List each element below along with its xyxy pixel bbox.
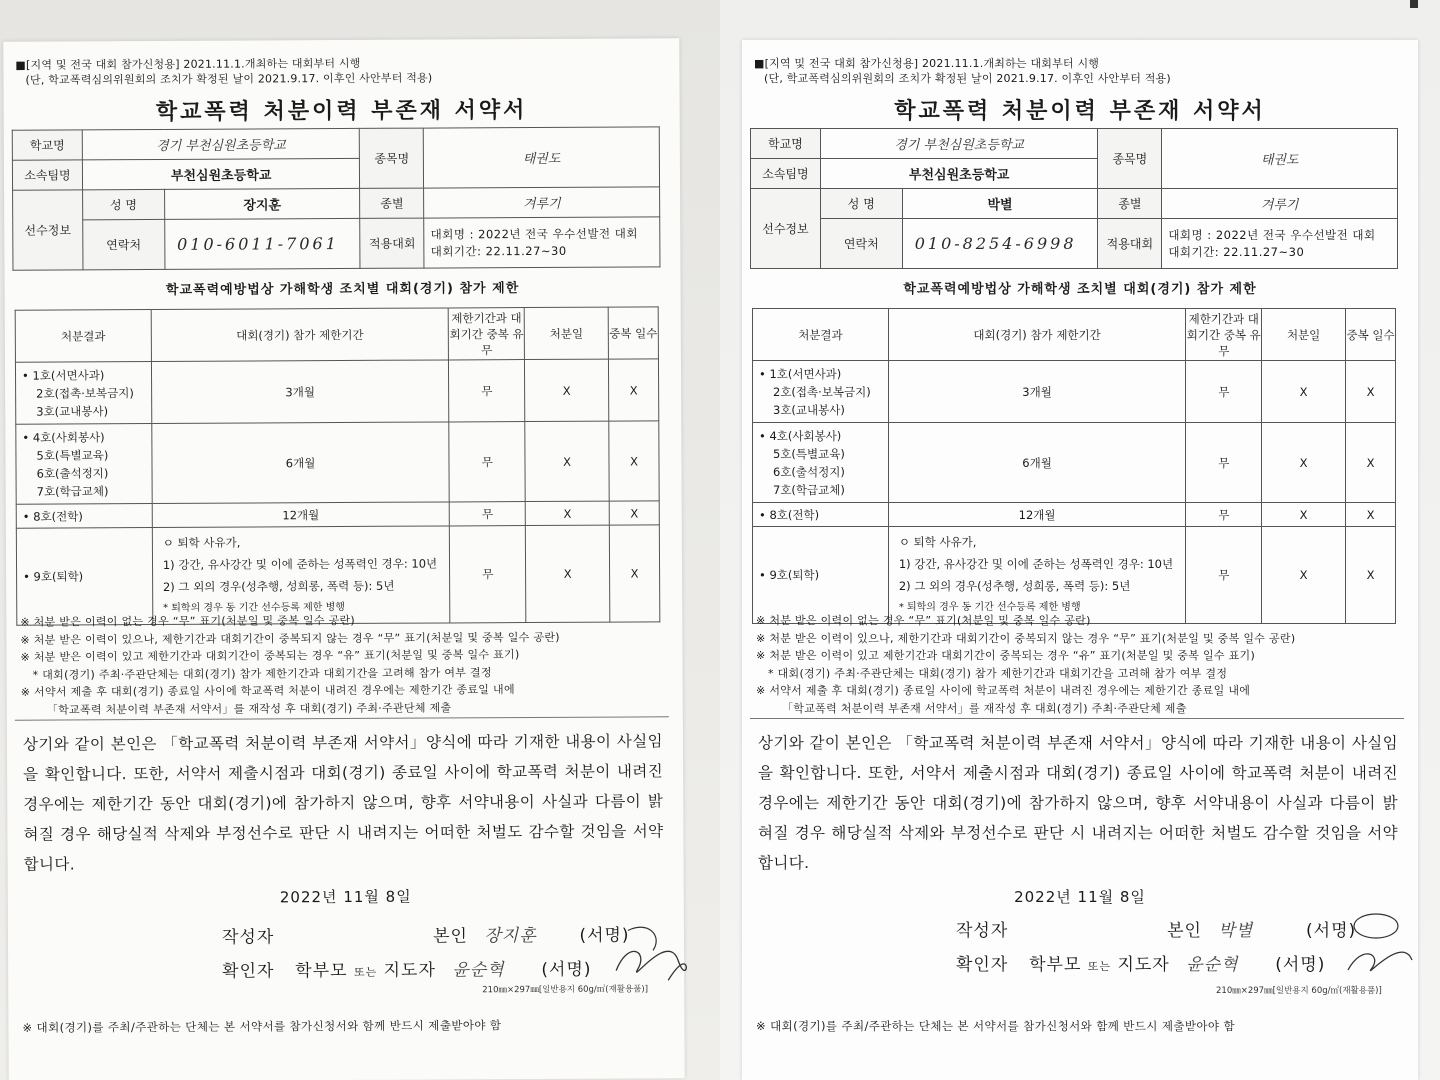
period-cell: 6개월 bbox=[152, 422, 450, 504]
result-cell: • 8호(전학) bbox=[16, 504, 152, 529]
self-label: 본인 bbox=[1167, 921, 1202, 941]
writer-label: 작성자 bbox=[221, 927, 275, 948]
date-cell: X bbox=[526, 525, 610, 622]
note-line: 「학교폭력 처분이력 부존재 서약서」를 재작성 후 대회(경기) 주최·주관단체 제출 bbox=[782, 701, 1187, 715]
period-detail-line: ㅇ 퇴학 사유가, bbox=[162, 535, 241, 550]
pledge-date: 2022년 11월 8일 bbox=[279, 887, 412, 907]
note-line: ※ 처분 받은 이력이 있으나, 제한기간과 대회기간이 중복되지 않는 경우 “무” 표기(처분일 및 중복 일수 공란) bbox=[756, 631, 1296, 645]
writer-signature-row bbox=[956, 916, 1356, 941]
col-result: 처분결과 bbox=[15, 310, 151, 363]
name-value: 박별 bbox=[902, 189, 1098, 219]
col-days: 중복 일수 bbox=[608, 307, 658, 359]
date-cell: X bbox=[1262, 503, 1346, 527]
team-label: 소속팀명 bbox=[12, 160, 82, 190]
note-line: * 대회(경기) 주최·주관단체는 대회(경기) 참가 제한기간과 대회기간을 고려해 참가 여부 결정 bbox=[768, 666, 1228, 680]
table-row bbox=[16, 421, 659, 504]
period-detail-line: 1) 강간, 유사강간 및 이에 준하는 성폭력인 경우: 10년 bbox=[898, 557, 1174, 571]
days-cell: X bbox=[1346, 503, 1396, 527]
player-info-table bbox=[750, 128, 1398, 269]
col-date: 처분일 bbox=[1262, 309, 1346, 361]
competition-name: 대회명 : 2022년 전국 우수선발전 대회 bbox=[430, 225, 638, 242]
parent-label: 학부모 bbox=[295, 960, 348, 982]
competition-name: 대회명 : 2022년 전국 우수선발전 대회 bbox=[1168, 227, 1376, 242]
player-info-label: 선수정보 bbox=[751, 189, 821, 269]
period-detail-cell bbox=[152, 526, 450, 625]
event-label: 종목명 bbox=[360, 128, 424, 188]
period-detail-line: * 퇴학의 경우 동 기간 선수등록 제한 병행 bbox=[163, 601, 345, 614]
header-note bbox=[754, 56, 1171, 86]
period-detail-line: 2) 그 외의 경우(성추행, 성희롱, 폭력 등): 5년 bbox=[162, 578, 395, 594]
parent-label: 학부모 bbox=[1029, 955, 1082, 975]
period-detail-line: * 퇴학의 경우 동 기간 선수등록 제한 병행 bbox=[898, 602, 1081, 613]
penalty-table bbox=[15, 306, 661, 625]
result-cell bbox=[15, 362, 151, 425]
contact-value: 010-8254-6998 bbox=[902, 219, 1098, 269]
note-line: ※ 서약서 제출 후 대회(경기) 종료일 사이에 학교폭력 처분이 내려진 경우에는 제한기간 종료일 내에 bbox=[756, 684, 1251, 697]
overlap-cell: 무 bbox=[449, 360, 525, 422]
writer-signature-row bbox=[222, 921, 630, 948]
period-detail-cell bbox=[888, 527, 1186, 624]
result-line: 5호(특별교육) bbox=[773, 446, 845, 461]
result-line: 6호(출석정지) bbox=[36, 465, 109, 481]
table-row bbox=[753, 527, 1396, 624]
result-line: • 4호(사회봉사) bbox=[22, 429, 105, 445]
date-cell: X bbox=[1262, 423, 1346, 503]
period-cell: 6개월 bbox=[888, 423, 1186, 503]
competition-info bbox=[1162, 219, 1398, 269]
self-label: 본인 bbox=[433, 926, 468, 947]
footer-note: ※ 대회(경기)를 주최/주관하는 단체는 본 서약서를 참가신청서와 함께 반드시 제출받아야 함 bbox=[22, 1018, 502, 1035]
name-label: 성 명 bbox=[82, 189, 164, 219]
school-value: 경기 부천심원초등학교 bbox=[820, 129, 1098, 159]
competition-label: 적용대회 bbox=[1098, 219, 1162, 269]
team-label: 소속팀명 bbox=[751, 159, 821, 189]
contact-label: 연락처 bbox=[83, 219, 165, 269]
note-line: 「학교폭력 처분이력 부존재 서약서」를 재작성 후 대회(경기) 주최·주관단체 제출 bbox=[46, 700, 452, 717]
date-cell: X bbox=[525, 421, 609, 501]
period-cell: 3개월 bbox=[888, 361, 1186, 423]
player-info-table bbox=[12, 126, 661, 270]
competition-info bbox=[424, 217, 660, 268]
player-info-label: 선수정보 bbox=[13, 190, 83, 270]
pledge-date: 2022년 11월 8일 bbox=[1014, 888, 1146, 906]
period-cell: 12개월 bbox=[888, 503, 1186, 527]
col-period: 대회(경기) 참가 제한기간 bbox=[888, 309, 1186, 361]
col-overlap: 제한기간과 대회기간 중복 유무 bbox=[448, 308, 524, 360]
team-value: 부천심원초등학교 bbox=[820, 159, 1098, 189]
header-line-2: (단, 학교폭력심의위원회의 조치가 확정된 날이 2021.9.17. 이후인 사안부터 적용) bbox=[764, 72, 1171, 85]
overlap-cell: 무 bbox=[1186, 423, 1262, 503]
days-cell: X bbox=[609, 525, 659, 622]
coach-label: 지도자 bbox=[383, 960, 436, 981]
table-row bbox=[16, 501, 659, 528]
event-label: 종목명 bbox=[1098, 129, 1162, 189]
note-line: ※ 처분 받은 이력이 있고 제한기간과 대회기간이 중복되는 경우 “유” 표기(처분일 및 중복 일수 표기) bbox=[756, 649, 1256, 662]
coach-label: 지도자 bbox=[1117, 955, 1170, 975]
penalty-header-row bbox=[753, 309, 1396, 361]
result-line: 7호(학급교체) bbox=[36, 483, 109, 499]
table-row bbox=[753, 503, 1396, 527]
table-row bbox=[753, 423, 1396, 503]
result-line: • 1호(서면사과) bbox=[759, 366, 842, 381]
pledge-sheet-right bbox=[742, 40, 1418, 1080]
col-overlap: 제한기간과 대회기간 중복 유무 bbox=[1186, 309, 1262, 361]
penalty-header-row bbox=[15, 307, 658, 362]
corner-mark bbox=[1410, 0, 1418, 8]
result-line: 6호(출석정지) bbox=[773, 464, 845, 479]
divider bbox=[750, 718, 1404, 719]
period-cell: 12개월 bbox=[152, 502, 450, 528]
note-line: * 대회(경기) 주최·주관단체는 대회(경기) 참가 제한기간과 대회기간을 고려해 참가 여부 결정 bbox=[32, 665, 492, 682]
header-line-2: (단, 학교폭력심의위원회의 조치가 확정된 날이 2021.9.17. 이후인 사안부터 적용) bbox=[25, 71, 433, 87]
col-result: 처분결과 bbox=[753, 309, 889, 361]
days-cell: X bbox=[609, 421, 659, 501]
result-line: 2호(접촉·보복금지) bbox=[773, 384, 871, 399]
contact-value: 010-6011-7061 bbox=[164, 218, 360, 269]
confirmer-signature-row bbox=[222, 955, 591, 982]
event-value: 태권도 bbox=[1162, 129, 1398, 189]
school-value: 경기 부천심원초등학교 bbox=[82, 128, 360, 159]
note-line: ※ 처분 받은 이력이 없는 경우 “무” 표기(처분일 및 중복 일수 공란) bbox=[20, 613, 356, 629]
division-value: 겨루기 bbox=[424, 187, 660, 218]
period-detail-line: 1) 강간, 유사강간 및 이에 준하는 성폭력인 경우: 10년 bbox=[162, 556, 438, 572]
or-label: 또는 bbox=[1087, 960, 1112, 973]
period-detail-line: ㅇ 퇴학 사유가, bbox=[898, 535, 977, 549]
document-title: 학교폭력 처분이력 부존재 서약서 bbox=[155, 98, 528, 125]
pledge-text: 상기와 같이 본인은 「학교폭력 처분이력 부존재 서약서」양식에 따라 기재한 내용이 사실임을 확인합니다. 또한, 서약서 제출시점과 대회(경기) 종료일 사이에 학교폭력 처분이 내려진 경우에는 제한기간 동안 대회(경기)에 참가하지 않으며, 향후 서약내용이 사실과 다름이 밝혀질 경우 해당실적 삭제와 부정선수로 판단 시 내려지는 어떠한 처벌도 감수할 것임을 서약합니다. bbox=[22, 732, 664, 874]
days-cell: X bbox=[1346, 361, 1396, 423]
result-line: 7호(학급교체) bbox=[773, 482, 845, 497]
result-cell bbox=[753, 361, 889, 423]
event-value: 태권도 bbox=[424, 127, 660, 188]
confirmer-label: 확인자 bbox=[956, 955, 1009, 975]
notes-block bbox=[756, 612, 1295, 717]
school-label: 학교명 bbox=[751, 129, 821, 159]
division-label: 종별 bbox=[360, 188, 424, 218]
result-line: • 4호(사회봉사) bbox=[759, 428, 842, 443]
col-period: 대회(경기) 참가 제한기간 bbox=[151, 308, 449, 362]
paper-code: 210㎜×297㎜[일반용지 60g/㎡(재활용품)] bbox=[1216, 986, 1382, 996]
coach-handwritten-name: 윤순혁 bbox=[452, 960, 505, 981]
result-line: 3호(교내봉사) bbox=[36, 403, 109, 419]
coach-handwritten-name: 윤순혁 bbox=[1186, 955, 1239, 975]
result-cell: • 8호(전학) bbox=[753, 503, 889, 527]
name-value: 장지훈 bbox=[164, 188, 360, 219]
result-cell bbox=[16, 424, 152, 505]
pledge-sheet-left bbox=[3, 38, 684, 1080]
division-label: 종별 bbox=[1098, 189, 1162, 219]
date-cell: X bbox=[525, 359, 609, 421]
pledge-text: 상기와 같이 본인은 「학교폭력 처분이력 부존재 서약서」양식에 따라 기재한 내용이 사실임을 확인합니다. 또한, 서약서 제출시점과 대회(경기) 종료일 사이에 학교폭력 처분이 내려진 경우에는 제한기간 동안 대회(경기)에 참가하지 않으며, 향후 서약내용이 사실과 다름이 밝혀질 경우 해당실적 삭제와 부정선수로 판단 시 내려지는 어떠한 처벌도 감수할 것임을 서약합니다. bbox=[758, 734, 1398, 872]
sign-label: (서명) bbox=[579, 925, 630, 946]
note-line: ※ 처분 받은 이력이 있으나, 제한기간과 대회기간이 중복되지 않는 경우 “무” 표기(처분일 및 중복 일수 공란) bbox=[20, 630, 560, 647]
result-cell bbox=[753, 423, 889, 503]
confirmer-label: 확인자 bbox=[222, 961, 275, 982]
note-line: ※ 처분 받은 이력이 없는 경우 “무” 표기(처분일 및 중복 일수 공란) bbox=[756, 614, 1091, 627]
table-row bbox=[16, 525, 659, 625]
notes-block bbox=[20, 611, 560, 719]
footer-note: ※ 대회(경기)를 주최/주관하는 단체는 본 서약서를 참가신청서와 함께 반드시 제출받아야 함 bbox=[756, 1019, 1235, 1033]
overlap-cell: 무 bbox=[1186, 361, 1262, 423]
result-line: 3호(교내봉사) bbox=[773, 402, 845, 417]
sign-label: (서명) bbox=[1306, 921, 1357, 941]
writer-label: 작성자 bbox=[956, 921, 1009, 941]
overlap-cell: 무 bbox=[1186, 503, 1262, 527]
result-line: 2호(접촉·보복금지) bbox=[36, 385, 134, 401]
sign-label: (서명) bbox=[541, 959, 592, 980]
header-note bbox=[15, 56, 432, 88]
note-line: ※ 서약서 제출 후 대회(경기) 종료일 사이에 학교폭력 처분이 내려진 경우에는 제한기간 종료일 내에 bbox=[20, 683, 515, 699]
name-label: 성 명 bbox=[820, 189, 902, 219]
competition-label: 적용대회 bbox=[360, 218, 424, 268]
overlap-cell: 무 bbox=[1186, 527, 1262, 624]
restriction-section-title: 학교폭력예방법상 가해학생 조치별 대회(경기) 참가 제한 bbox=[165, 281, 520, 298]
result-line: • 1호(서면사과) bbox=[21, 367, 105, 383]
paper-code: 210㎜×297㎜[일반용지 60g/㎡(재활용품)] bbox=[482, 984, 649, 996]
result-cell: • 9호(퇴학) bbox=[753, 527, 889, 624]
table-row bbox=[15, 359, 658, 424]
table-row bbox=[753, 361, 1396, 423]
days-cell: X bbox=[1346, 527, 1396, 624]
competition-period: 대회기간: 22.11.27~30 bbox=[430, 243, 567, 259]
period-cell: 3개월 bbox=[151, 360, 449, 424]
col-days: 중복 일수 bbox=[1346, 309, 1396, 361]
competition-period: 대회기간: 22.11.27~30 bbox=[1168, 244, 1305, 259]
days-cell: X bbox=[1346, 423, 1396, 503]
sign-label: (서명) bbox=[1275, 955, 1326, 975]
note-line: ※ 처분 받은 이력이 있고 제한기간과 대회기간이 중복되는 경우 “유” 표기(처분일 및 중복 일수 표기) bbox=[20, 648, 520, 664]
school-label: 학교명 bbox=[12, 130, 82, 160]
self-handwritten-name: 장지훈 bbox=[484, 925, 537, 947]
penalty-table bbox=[752, 308, 1396, 624]
restriction-section-title: 학교폭력예방법상 가해학생 조치별 대회(경기) 참가 제한 bbox=[903, 282, 1257, 297]
contact-label: 연락처 bbox=[820, 219, 902, 269]
division-value: 겨루기 bbox=[1162, 189, 1398, 219]
date-cell: X bbox=[1262, 527, 1346, 624]
self-handwritten-name: 박별 bbox=[1218, 921, 1254, 941]
overlap-cell: 무 bbox=[449, 422, 525, 502]
date-cell: X bbox=[525, 501, 609, 525]
overlap-cell: 무 bbox=[450, 526, 526, 623]
result-line: 5호(특별교육) bbox=[36, 447, 109, 463]
or-label: 또는 bbox=[353, 965, 378, 979]
header-line-1: ■[지역 및 전국 대회 참가신청용] 2021.11.1.개최하는 대회부터 시행 bbox=[15, 56, 361, 72]
result-cell: • 9호(퇴학) bbox=[16, 528, 152, 626]
days-cell: X bbox=[609, 501, 659, 525]
period-detail-line: 2) 그 외의 경우(성추행, 성희롱, 폭력 등): 5년 bbox=[898, 579, 1131, 593]
days-cell: X bbox=[608, 359, 658, 421]
date-cell: X bbox=[1262, 361, 1346, 423]
confirmer-signature-row bbox=[956, 950, 1325, 975]
team-value: 부천심원초등학교 bbox=[82, 158, 360, 189]
document-title: 학교폭력 처분이력 부존재 서약서 bbox=[894, 99, 1266, 124]
header-line-1: ■[지역 및 전국 대회 참가신청용] 2021.11.1.개최하는 대회부터 시행 bbox=[754, 57, 1100, 70]
overlap-cell: 무 bbox=[450, 502, 526, 526]
col-date: 처분일 bbox=[524, 307, 608, 359]
